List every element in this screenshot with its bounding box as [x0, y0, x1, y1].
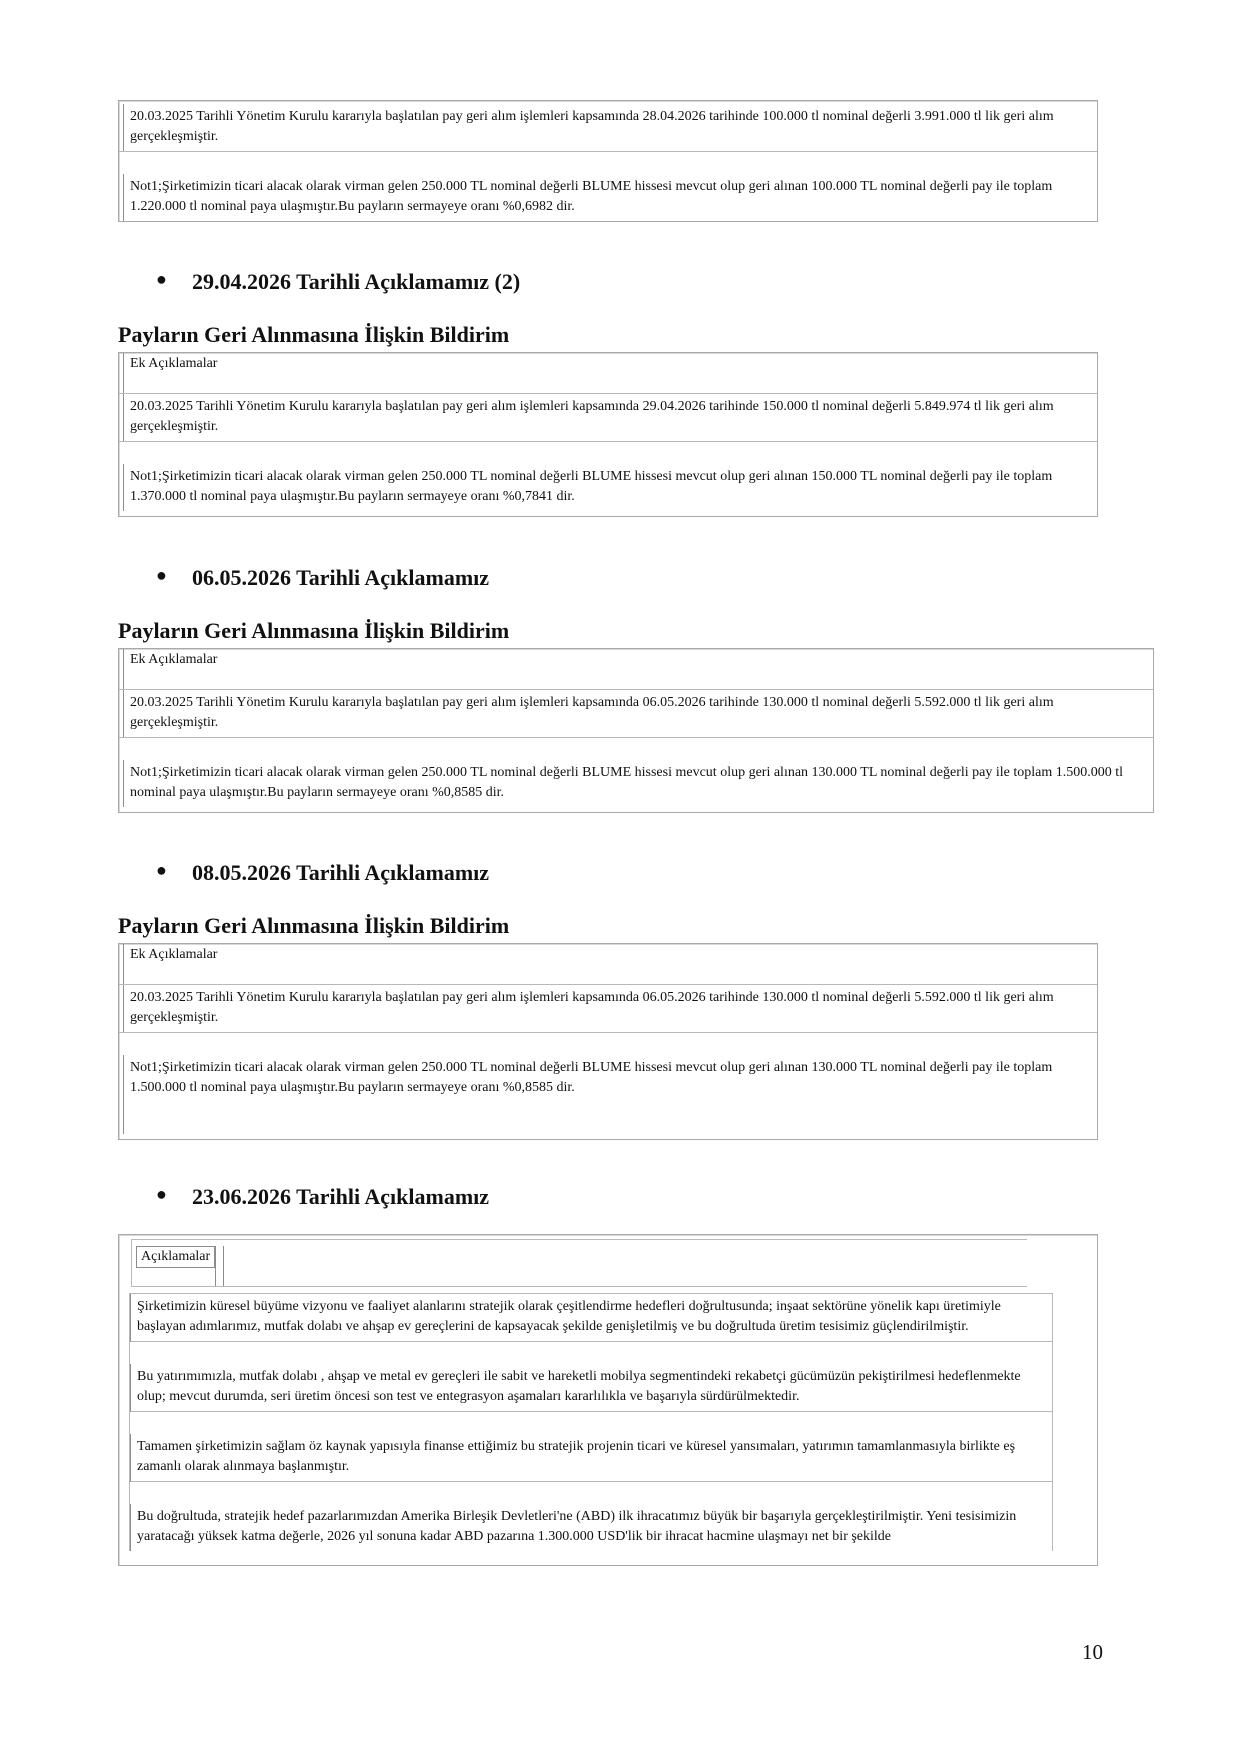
- box1-paragraph-1: 20.03.2025 Tarihli Yönetim Kurulu kararıyla başlatılan pay geri alım işlemleri kapsamında 29.04.2026 tarihinde 150.000 tl nominal değerli 5.849.974 tl lik geri alım gerçekleşmiştir.: [123, 394, 1097, 441]
- box4-content: [129, 1293, 1053, 1551]
- box1-gap: [119, 442, 1097, 464]
- box1-paragraph-2: Not1;Şirketimizin ticari alacak olarak virman gelen 250.000 TL nominal değerli BLUME hissesi mevcut olup geri alınan 150.000 TL nominal değerli pay ile toplam 1.370.000 tl nominal paya ulaşmıştır.Bu payların sermayeye oranı %0,7841 dir.: [123, 464, 1097, 511]
- box2-paragraph-1: 20.03.2025 Tarihli Yönetim Kurulu kararıyla başlatılan pay geri alım işlemleri kapsamında 06.05.2026 tarihinde 130.000 tl nominal değerli 5.592.000 tl lik geri alım gerçekleşmiştir.: [123, 690, 1153, 737]
- disclosure-box-0: [118, 100, 1098, 222]
- box4-gap-2: [130, 1412, 1052, 1434]
- box4-paragraph-3: Tamamen şirketimizin sağlam öz kaynak yapısıyla finanse ettiğimiz bu stratejik projenin ticari ve küresel yansımaları, yatırımın tamamlanmasıyla birlikte eş zamanlı olarak alınmaya başlanmıştır.: [130, 1434, 1052, 1482]
- section-2-heading: Payların Geri Alınmasına İlişkin Bildirim: [118, 618, 510, 643]
- box4-paragraph-1: Şirketimizin küresel büyüme vizyonu ve faaliyet alanlarını stratejik olarak çeşitlendirme hedefleri doğrultusunda; inşaat sektörüne yönelik kapı üretimiyle başlayan adımlarımız, mutfak dolabı ve ahşap ev gereçlerini de kapsayacak şekilde genişletilmiş ve bu doğrultuda üretim tesisimiz güçlendirilmiştir.: [130, 1294, 1052, 1342]
- box4-paragraph-2: Bu yatırımımızla, mutfak dolabı , ahşap ve metal ev gereçleri ile sabit ve hareketli mobilya segmentindeki rekabetçi gücümüzün pekiştirilmesi hedeflenmekte olup; mevcut durumda, seri üretim öncesi son test ve entegrasyon aşamaları kararlılıkla ve başarıyla sürdürülmektedir.: [130, 1364, 1052, 1412]
- box3-ek-label: Ek Açıklamalar: [123, 944, 1097, 984]
- section-1-title: 29.04.2026 Tarihli Açıklamamız (2): [192, 269, 521, 294]
- box0-gap: [119, 152, 1097, 174]
- bullet-dot-icon: ●: [156, 269, 167, 289]
- section-4-title: 23.06.2026 Tarihli Açıklamamız: [192, 1184, 490, 1209]
- section-3-heading: Payların Geri Alınmasına İlişkin Bildirim: [118, 913, 510, 938]
- section-2-title: 06.05.2026 Tarihli Açıklamamız: [192, 565, 490, 590]
- section-1-bullet: [156, 269, 521, 295]
- disclosure-box-1: [118, 352, 1098, 517]
- box3-paragraph-2: Not1;Şirketimizin ticari alacak olarak virman gelen 250.000 TL nominal değerli BLUME hissesi mevcut olup geri alınan 130.000 TL nominal değerli pay ile toplam 1.500.000 tl nominal paya ulaşmıştır.Bu payların sermayeye oranı %0,8585 dir.: [123, 1055, 1097, 1134]
- box3-row-1: [119, 985, 1097, 1033]
- box2-ek-row: [119, 649, 1153, 690]
- section-4-bullet: [156, 1184, 490, 1210]
- box2-ek-label: Ek Açıklamalar: [123, 649, 1153, 689]
- box3-gap: [119, 1033, 1097, 1055]
- box3-ek-row: [119, 944, 1097, 985]
- box0-paragraph-2: Not1;Şirketimizin ticari alacak olarak virman gelen 250.000 TL nominal değerli BLUME hissesi mevcut olup geri alınan 100.000 TL nominal değerli pay ile toplam 1.220.000 tl nominal paya ulaşmıştır.Bu payların sermayeye oranı %0,6982 dir.: [123, 174, 1097, 221]
- box3-paragraph-1: 20.03.2025 Tarihli Yönetim Kurulu kararıyla başlatılan pay geri alım işlemleri kapsamında 06.05.2026 tarihinde 130.000 tl nominal değerli 5.592.000 tl lik geri alım gerçekleşmiştir.: [123, 985, 1097, 1032]
- page-number: 10: [1082, 1640, 1103, 1664]
- box2-gap: [119, 738, 1153, 760]
- box4-tab-label: Açıklamalar: [136, 1246, 215, 1268]
- section-2-bullet: [156, 565, 490, 591]
- box1-row-2: [119, 464, 1097, 511]
- bullet-dot-icon: ●: [156, 860, 167, 880]
- box4-tab-row: [131, 1239, 1027, 1287]
- box1-ek-label: Ek Açıklamalar: [123, 353, 1097, 393]
- disclosure-box-2: [118, 648, 1154, 813]
- disclosure-box-3: [118, 943, 1098, 1140]
- box0-row-1: [119, 101, 1097, 152]
- box2-paragraph-2: Not1;Şirketimizin ticari alacak olarak virman gelen 250.000 TL nominal değerli BLUME hissesi mevcut olup geri alınan 130.000 TL nominal değerli pay ile toplam 1.500.000 tl nominal paya ulaşmıştır.Bu payların sermayeye oranı %0,8585 dir.: [123, 760, 1153, 807]
- box1-row-1: [119, 394, 1097, 442]
- section-3-bullet: [156, 860, 490, 886]
- box2-row-1: [119, 690, 1153, 738]
- section-1-heading: Payların Geri Alınmasına İlişkin Bildirim: [118, 322, 510, 347]
- box3-row-2: [119, 1055, 1097, 1134]
- box2-row-2: [119, 760, 1153, 807]
- box4-gap-3: [130, 1482, 1052, 1504]
- box0-row-2: [119, 174, 1097, 221]
- box1-ek-row: [119, 353, 1097, 394]
- disclosure-box-4: [118, 1234, 1098, 1566]
- bullet-dot-icon: ●: [156, 1184, 167, 1204]
- bullet-dot-icon: ●: [156, 565, 167, 585]
- section-3-title: 08.05.2026 Tarihli Açıklamamız: [192, 860, 490, 885]
- box0-paragraph-1: 20.03.2025 Tarihli Yönetim Kurulu kararıyla başlatılan pay geri alım işlemleri kapsamında 28.04.2026 tarihinde 100.000 tl nominal değerli 3.991.000 tl lik geri alım gerçekleşmiştir.: [123, 104, 1097, 151]
- box4-gap-1: [130, 1342, 1052, 1364]
- box4-paragraph-4: Bu doğrultuda, stratejik hedef pazarlarımızdan Amerika Birleşik Devletleri'ne (ABD) ilk ihracatımız büyük bir başarıyla gerçekleştirilmiştir. Yeni tesisimizin yaratacağı yüksek katma değerle, 2026 yıl sonuna kadar ABD pazarına 1.300.000 USD'lik bir ihracat hacmine ulaşmayı net bir şekilde: [130, 1504, 1052, 1551]
